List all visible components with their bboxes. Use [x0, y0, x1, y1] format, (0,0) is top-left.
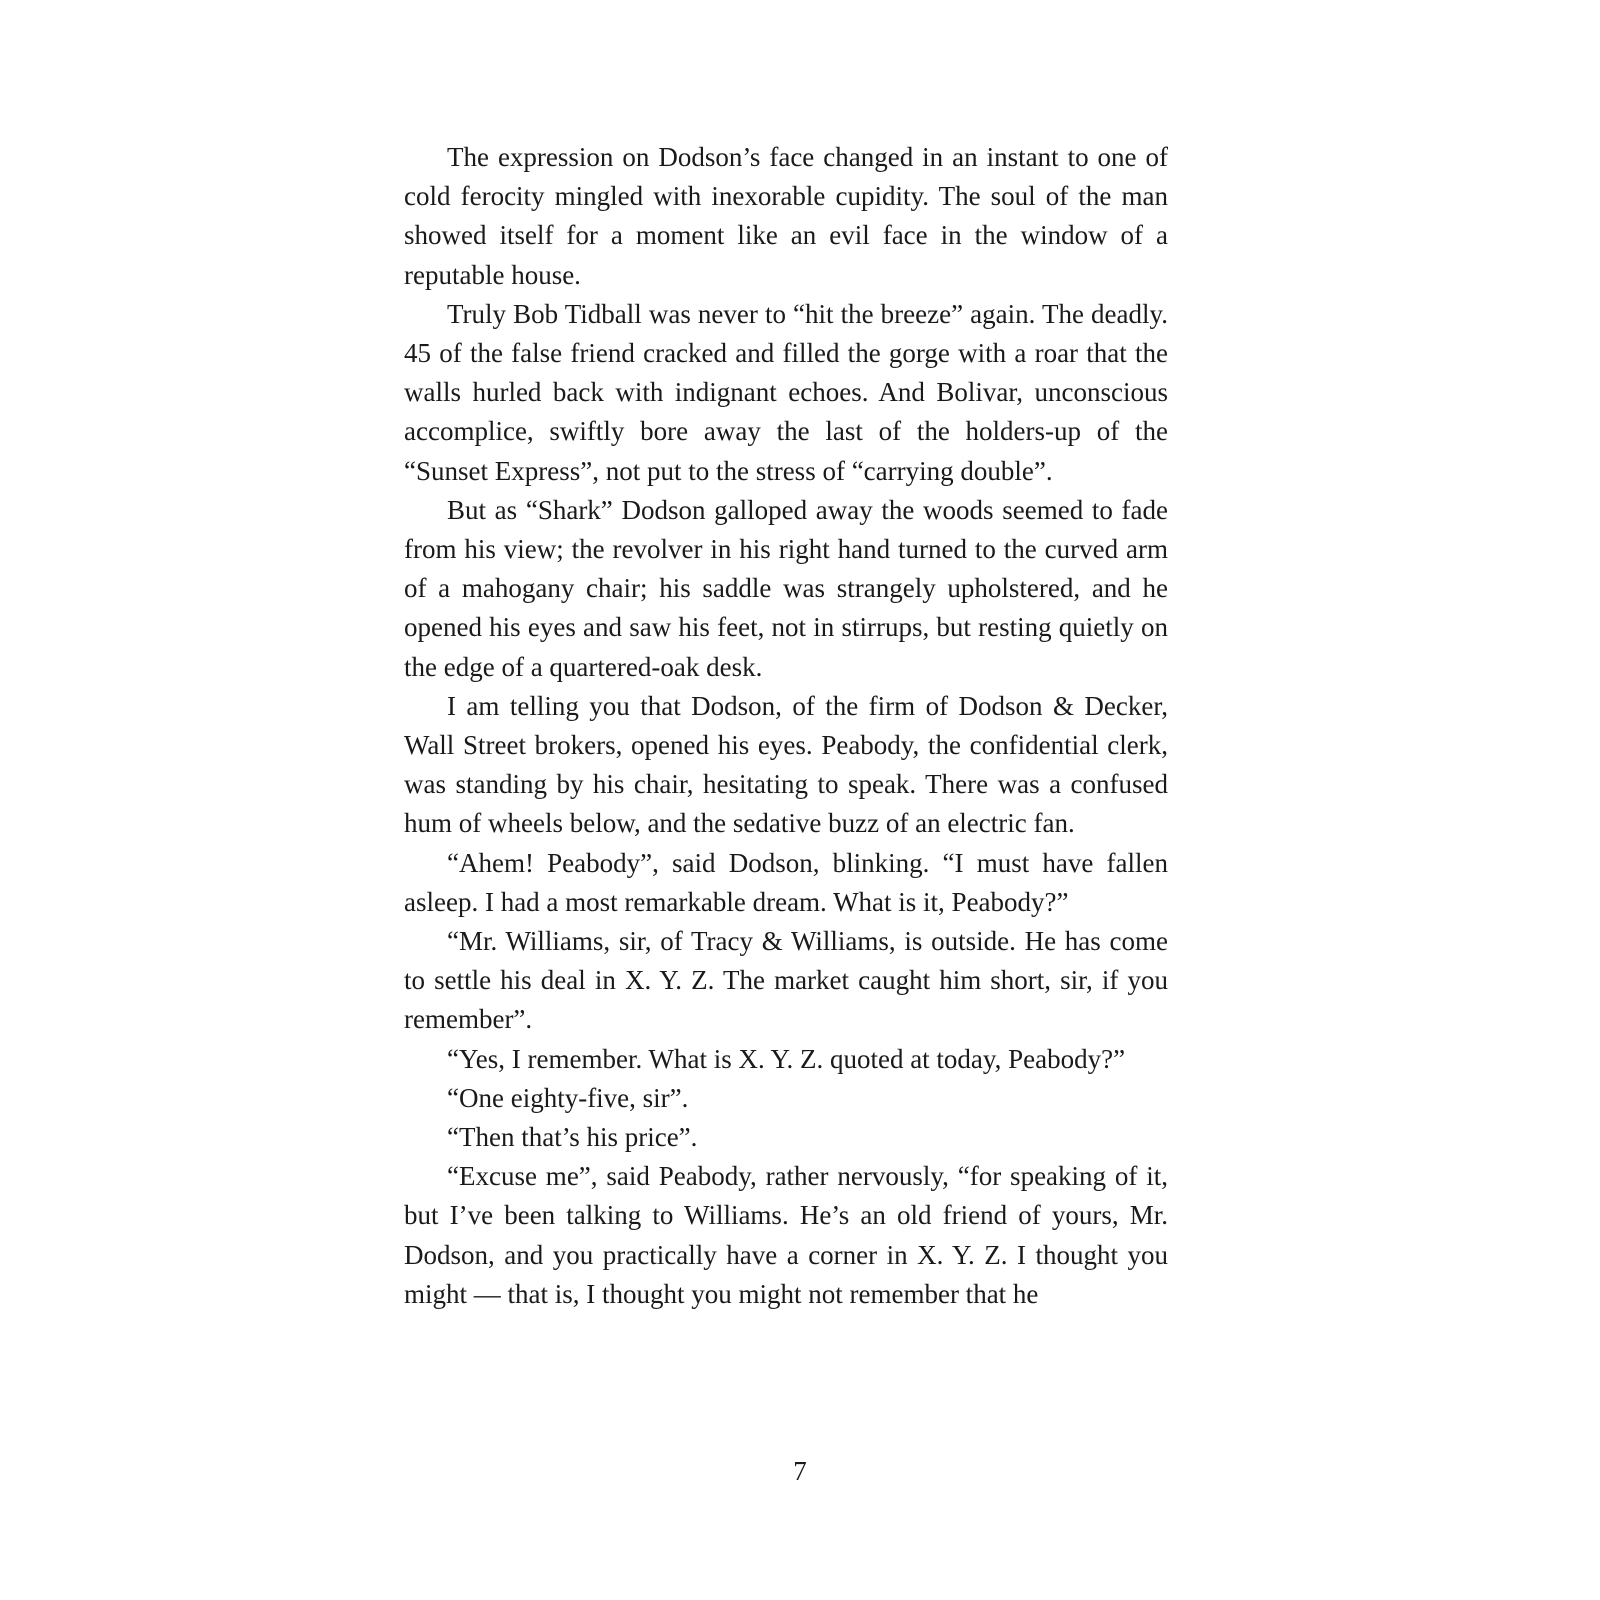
- paragraph: “Ahem! Peabody”, said Dodson, blinking. “I must have fallen asleep. I had a most remarkable dream. What is it, Peabody?”: [404, 847, 1168, 917]
- paragraph: “Mr. Williams, sir, of Tracy & Williams, is outside. He has come to settle his deal in X. Y. Z. The market caught him short, sir, if you remember”.: [404, 926, 1168, 1035]
- paragraph: “Excuse me”, said Peabody, rather nervously, “for speaking of it, but I’ve been talking to Williams. He’s an old friend of yours, Mr. Dodson, and you practically have a corner in X. Y. Z. I thought you might — that is, I thought you might not remember that he: [404, 1161, 1168, 1309]
- paragraph: I am telling you that Dodson, of the firm of Dodson & Decker, Wall Street brokers, opened his eyes. Peabody, the confidential clerk, was standing by his chair, hesitating to speak. There was a confused hum of wheels below, and the sedative buzz of an electric fan.: [404, 690, 1168, 839]
- body-text: [404, 138, 1168, 1314]
- page-number: 7: [793, 1456, 807, 1486]
- paragraph: “Yes, I remember. What is X. Y. Z. quoted at today, Peabody?”: [447, 1043, 1126, 1074]
- paragraph: Truly Bob Tidball was never to “hit the breeze” again. The deadly. 45 of the false friend cracked and filled the gorge with a roar that the walls hurled back with indignant echoes. And Bolivar, unconscious accomplice, swiftly bore away the last of the holders-up of the “Sunset Express”, not put to the stress of “carrying double”.: [404, 298, 1168, 486]
- paragraph: “One eighty-five, sir”.: [447, 1082, 689, 1113]
- paragraph: The expression on Dodson’s face changed in an instant to one of cold ferocity mingled with inexorable cupidity. The soul of the man showed itself for a moment like an evil face in the window of a reputable house.: [404, 142, 1168, 290]
- paragraph: But as “Shark” Dodson galloped away the woods seemed to fade from his view; the revolver in his right hand turned to the curved arm of a mahogany chair; his saddle was strangely upholstered, and he opened his eyes and saw his feet, not in stirrups, but resting quietly on the edge of a quartered-oak desk.: [404, 494, 1168, 682]
- paragraph: “Then that’s his price”.: [447, 1122, 698, 1153]
